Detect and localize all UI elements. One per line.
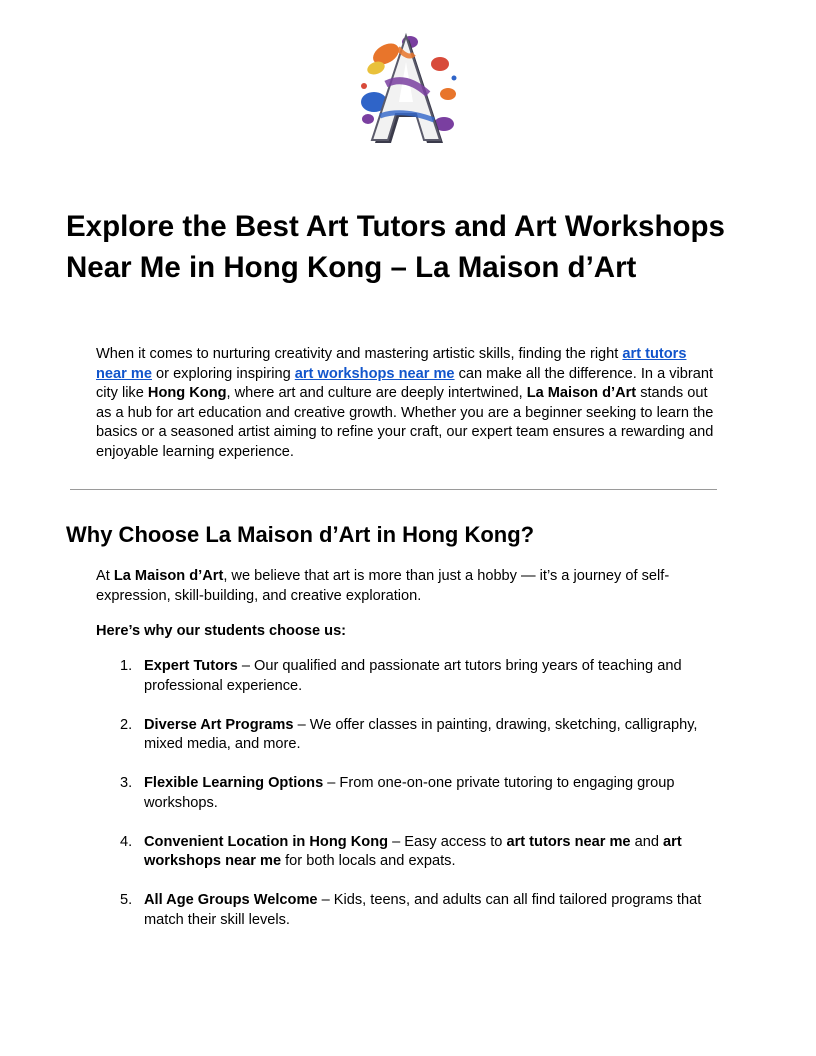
list-item-heading: Diverse Art Programs <box>144 716 294 733</box>
section-divider <box>70 489 717 490</box>
art-workshops-link[interactable]: art workshops near me <box>294 365 455 382</box>
list-item-heading: Expert Tutors <box>144 658 238 674</box>
intro-bold-text: Hong Kong <box>147 385 227 401</box>
intro-paragraph <box>96 345 720 462</box>
logo <box>356 24 460 148</box>
list-item <box>96 833 716 872</box>
intro-text: can make all the difference. In a vibrant city like <box>96 365 714 401</box>
intro-text: stands out as a hub for art education and creative growth. Whether you are a beginner seeking to learn the basics or a seasoned artist aiming to refine your craft, our expert team ensures a rewarding and enjoyable learning experience. <box>96 385 714 460</box>
list-item-text: – Our qualified and passionate art tutors bring years of teaching and professional experience. <box>144 658 682 694</box>
list-item-heading: Convenient Location in Hong Kong <box>144 833 389 850</box>
reasons-list <box>96 657 716 950</box>
list-item-number: 5. <box>120 892 133 908</box>
list-item-number: 3. <box>120 775 133 791</box>
list-item <box>96 716 716 755</box>
list-item <box>96 774 716 813</box>
art-tutors-link[interactable]: art tutors near me <box>96 346 687 382</box>
section-intro-text: At <box>96 568 114 584</box>
list-item-number: 2. <box>120 716 133 733</box>
list-item-text: for both locals and expats. <box>281 853 456 869</box>
list-item-text: and <box>630 833 664 850</box>
section-title: Why Choose La Maison d’Art in Hong Kong? <box>66 522 535 547</box>
list-item <box>96 657 716 696</box>
list-item-text: – From one-on-one private tutoring to engaging group workshops. <box>144 775 675 811</box>
page-title: Explore the Best Art Tutors and Art Workshops Near Me in Hong Kong – La Maison d’Art <box>66 210 725 284</box>
letter-a-paint-splash-logo-icon <box>356 24 460 148</box>
intro-text: , where art and culture are deeply intertwined, <box>226 385 527 401</box>
section-intro-paragraph <box>96 567 696 606</box>
section-intro-text: , we believe that art is more than just a hobby — it’s a journey of self-expression, skill-building, and creative exploration. <box>96 568 670 604</box>
list-item-number: 4. <box>120 833 133 850</box>
list-item-number: 1. <box>120 658 133 674</box>
list-item-text: – Kids, teens, and adults can all find tailored programs that match their skill levels. <box>144 892 702 928</box>
list-item-text: – Easy access to <box>388 833 507 850</box>
intro-text: When it comes to nurturing creativity and mastering artistic skills, finding the right <box>96 346 623 362</box>
list-item-text: – We offer classes in painting, drawing, sketching, calligraphy, mixed media, and more. <box>144 716 698 752</box>
list-item <box>96 891 716 930</box>
list-item-heading: All Age Groups Welcome <box>144 892 318 908</box>
list-item-bold-text: art workshops near me <box>144 833 682 869</box>
list-item-bold-text: art tutors near me <box>506 833 631 850</box>
intro-text: or exploring inspiring <box>151 365 295 382</box>
section-intro-bold-text: La Maison d’Art <box>113 568 224 584</box>
intro-bold-text: La Maison d’Art <box>526 385 637 401</box>
list-item-heading: Flexible Learning Options <box>144 775 324 791</box>
why-label: Here’s why our students choose us: <box>96 623 347 639</box>
